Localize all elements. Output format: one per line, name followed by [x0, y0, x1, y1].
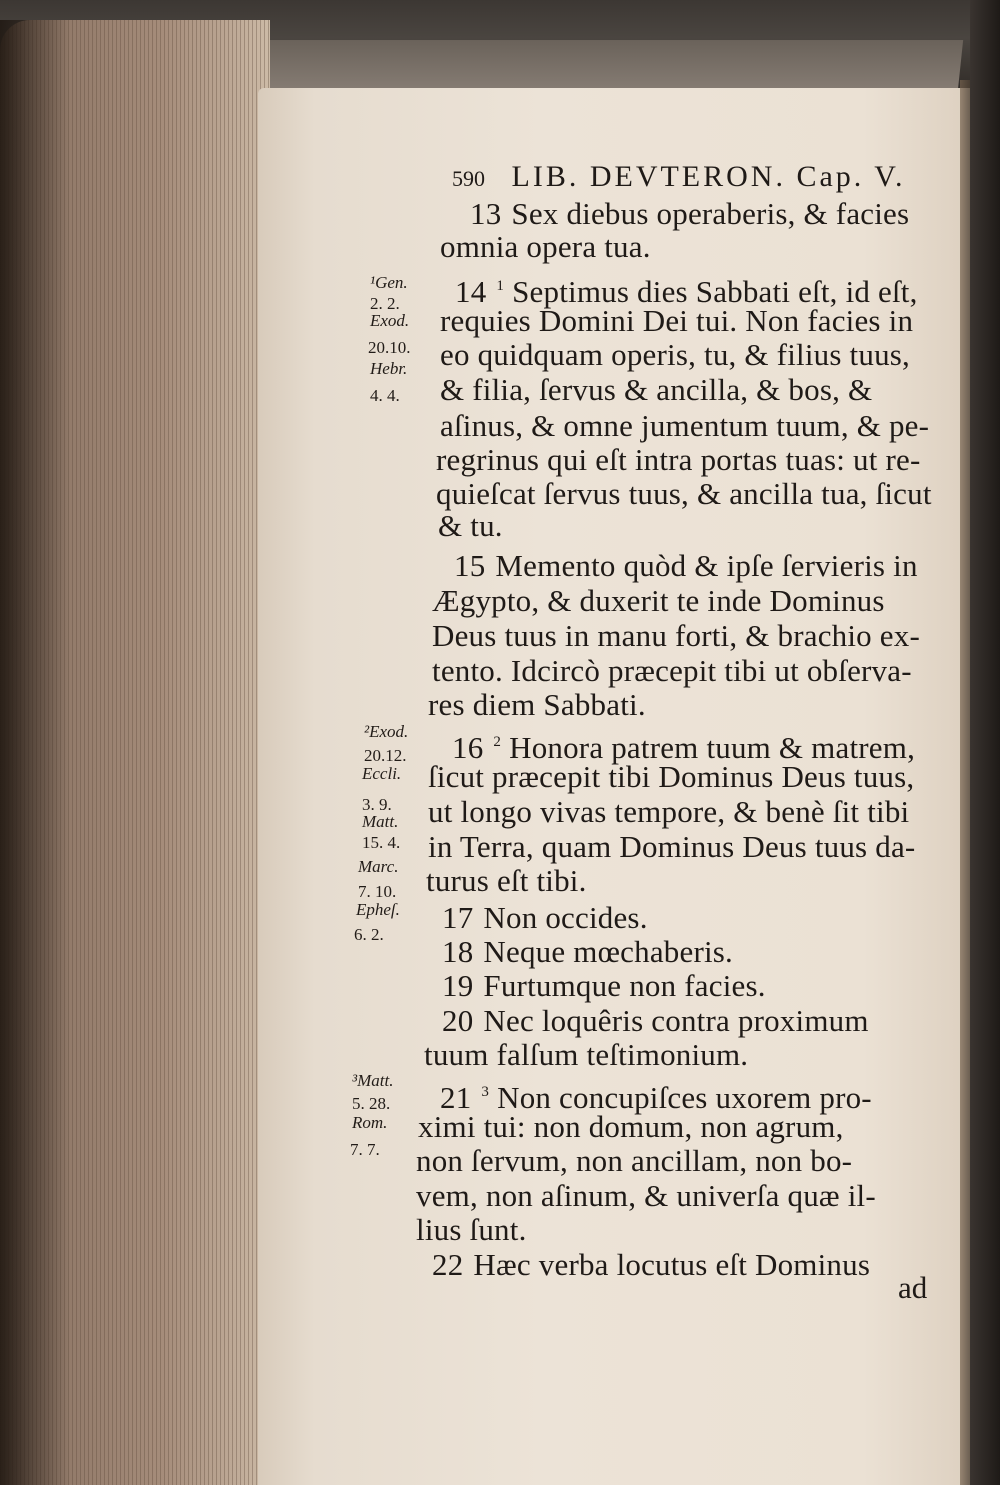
text-line: ut longo vivas tempore, & benè ſit tibi	[428, 794, 910, 829]
text-line: regrinus qui eſt intra portas tuas: ut re-	[436, 442, 921, 477]
margin-reference: 2. 2.	[370, 294, 400, 313]
margin-reference: Marc.	[358, 857, 399, 876]
text-line: tuum falſum teſtimonium.	[424, 1037, 749, 1072]
margin-reference: Exod.	[370, 311, 410, 330]
text-line: 18 Neque mœchaberis.	[442, 934, 733, 969]
text-line: Deus tuus in manu forti, & brachio ex-	[432, 618, 920, 653]
margin-reference: Epheſ.	[356, 900, 400, 919]
text-line: in Terra, quam Dominus Deus tuus da-	[428, 829, 916, 864]
running-title: LIB. DEVTERON. Cap. V.	[511, 160, 906, 193]
margin-reference: 15. 4.	[362, 833, 401, 852]
margin-reference: 4. 4.	[370, 386, 400, 405]
text-line: ſicut præcepit tibi Dominus Deus tuus,	[428, 759, 915, 794]
text-line: 21 $^3$ Non concupiſces uxorem pro-	[440, 1080, 872, 1115]
text-line: 20 Nec loquêris contra proximum	[442, 1003, 869, 1038]
text-line: 22 Hæc verba locutus eſt Dominus	[432, 1247, 871, 1282]
margin-reference: Eccli.	[362, 764, 402, 783]
text-line: non ſervum, non ancillam, non bo-	[416, 1143, 853, 1178]
margin-reference: 20.10.	[368, 338, 411, 357]
text-line: eo quidquam operis, tu, & filius tuus,	[440, 337, 910, 372]
text-line: omnia opera tua.	[440, 229, 651, 264]
text-line: res diem Sabbati.	[428, 687, 646, 722]
text-line: 19 Furtumque non facies.	[442, 968, 766, 1003]
margin-reference: 20.12.	[364, 746, 407, 765]
margin-reference: 6. 2.	[354, 925, 384, 944]
margin-reference: Hebr.	[370, 359, 408, 378]
margin-reference: 7. 7.	[350, 1140, 380, 1159]
running-head	[452, 160, 906, 194]
margin-reference: 3. 9.	[362, 795, 392, 814]
text-line: lius ſunt.	[416, 1212, 527, 1247]
margin-reference: Matt.	[362, 812, 399, 831]
page-number: 590	[452, 166, 485, 191]
margin-reference: 5. 28.	[352, 1094, 391, 1113]
text-line: quieſcat ſervus tuus, & ancilla tua, ſicut	[436, 476, 932, 511]
text-line: 13 Sex diebus operaberis, & facies	[470, 196, 910, 231]
text-line: Ægypto, & duxerit te inde Dominus	[432, 583, 885, 618]
text-line: & tu.	[438, 508, 503, 543]
text-line: requies Domini Dei tui. Non facies in	[440, 303, 914, 338]
text-line: turus eſt tibi.	[426, 863, 587, 898]
margin-reference: 7. 10.	[358, 882, 397, 901]
text-line: vem, non aſinum, & univerſa quæ il-	[416, 1178, 876, 1213]
text-line: tento. Idcircò præcepit tibi ut obſerva-	[432, 653, 912, 688]
catchword: ad	[898, 1270, 928, 1305]
text-line: 15 Memento quòd & ipſe ſervieris in	[454, 548, 918, 583]
text-line: 14 $^1$ Septimus dies Sabbati eſt, id eſt,	[455, 274, 918, 309]
margin-reference: ²Exod.	[364, 722, 409, 741]
margin-reference: ³Matt.	[352, 1071, 394, 1090]
text-line: 16 $^2$ Honora patrem tuum & matrem,	[452, 730, 916, 765]
text-line: aſinus, & omne jumentum tuum, & pe-	[440, 408, 930, 443]
margin-reference: ¹Gen.	[370, 273, 408, 292]
text-line: & filia, ſervus & ancilla, & bos, &	[440, 372, 873, 407]
text-line: 17 Non occides.	[442, 900, 648, 935]
text-line: ximi tui: non domum, non agrum,	[418, 1109, 844, 1144]
margin-reference: Rom.	[352, 1113, 388, 1132]
